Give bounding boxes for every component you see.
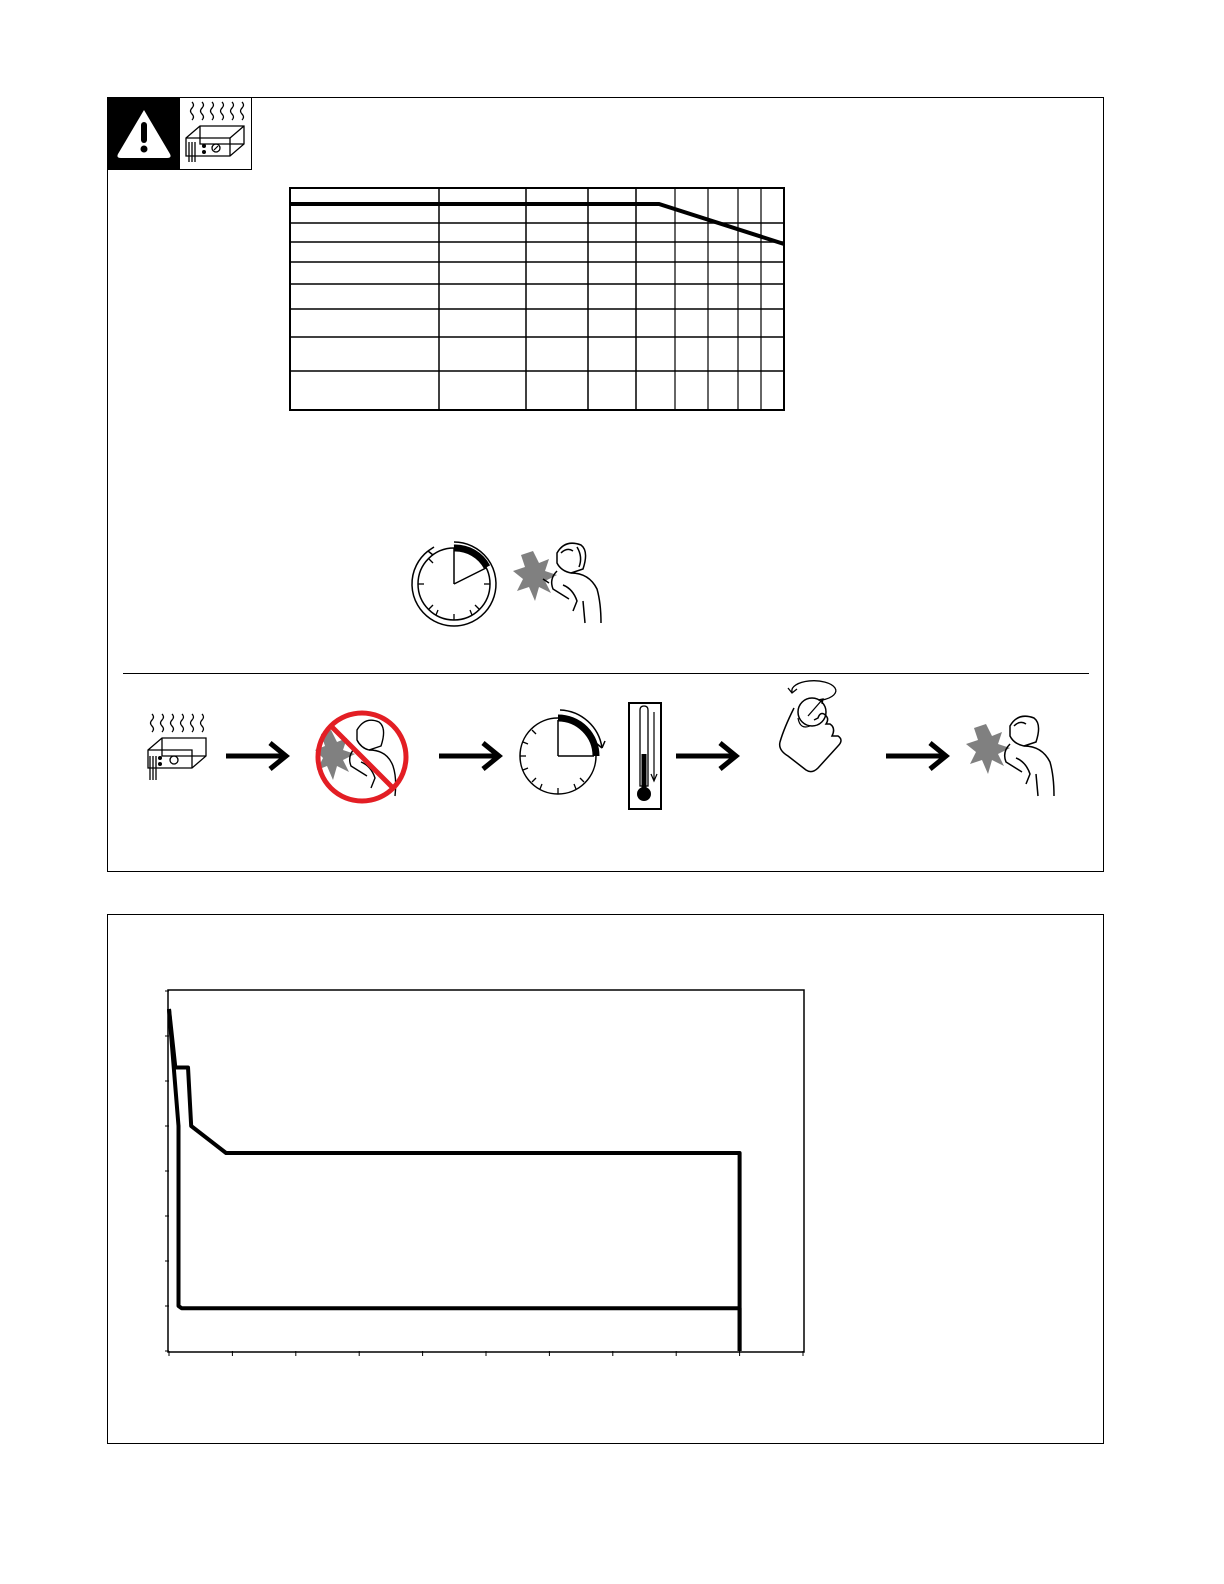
thermometer-cooling-icon bbox=[628, 702, 662, 810]
volt-amp-chart-svg bbox=[158, 980, 818, 1370]
adjust-knob-icon bbox=[774, 678, 852, 778]
no-welding-icon bbox=[313, 708, 411, 806]
upper-curve-line bbox=[169, 1009, 740, 1351]
clock-cycle-icon bbox=[408, 538, 500, 630]
volt-amp-chart bbox=[158, 980, 818, 1370]
welder-resume-icon bbox=[966, 712, 1062, 798]
section-divider bbox=[123, 673, 1089, 674]
duty-cycle-panel bbox=[107, 97, 1104, 872]
duty-cycle-curve bbox=[290, 204, 784, 244]
warning-triangle-icon bbox=[108, 98, 180, 170]
overheating-unit-icon bbox=[144, 712, 210, 784]
arrow-right-icon bbox=[674, 740, 740, 772]
wait-clock-icon bbox=[510, 706, 614, 802]
duty-cycle-table bbox=[289, 187, 785, 411]
overheating-unit-icon bbox=[180, 98, 252, 170]
lower-curve-line bbox=[169, 1009, 740, 1351]
arrow-right-icon bbox=[437, 740, 503, 772]
arrow-right-icon bbox=[884, 740, 950, 772]
welder-icon bbox=[513, 539, 609, 625]
plot-frame bbox=[168, 990, 804, 1352]
arrow-right-icon bbox=[224, 740, 290, 772]
overheat-sequence bbox=[108, 678, 1103, 818]
volt-amp-panel bbox=[107, 914, 1104, 1444]
